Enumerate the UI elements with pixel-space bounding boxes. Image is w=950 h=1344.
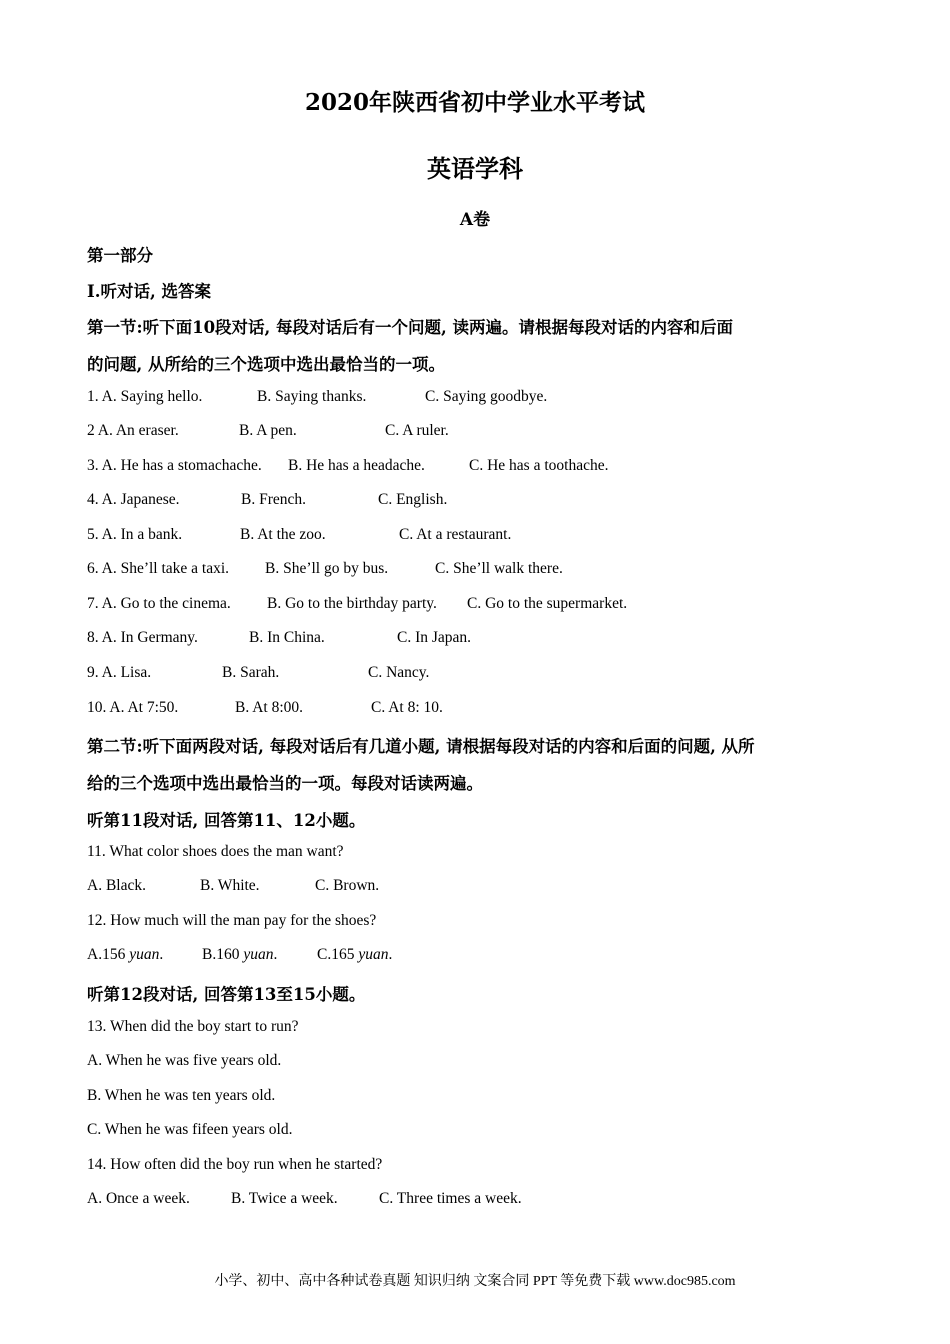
option-b: B. Sarah. — [222, 664, 280, 681]
option-c: C. English. — [378, 491, 448, 508]
option-c — [317, 946, 392, 964]
option-c: C. At a restaurant. — [399, 526, 512, 543]
option-c: C. In Japan. — [397, 629, 472, 646]
volume-label: A卷 — [459, 210, 491, 230]
question-13-option-b: B. When he was ten years old. — [87, 1087, 276, 1104]
part-heading: 第一部分 — [87, 246, 153, 265]
exam-title: 2020年陕西省初中学业水平考试 — [304, 89, 645, 116]
option-a: 8. A. In Germany. — [87, 629, 198, 646]
option-c-period: . — [388, 946, 393, 963]
option-a: 3. A. He has a stomachache. — [87, 457, 262, 474]
option-b: B. In China. — [249, 629, 325, 646]
page-footer: 小学、初中、高中各种试卷真题 知识归纳 文案合同 PPT 等免费下载 www.doc985.com — [214, 1274, 736, 1289]
option-c: C. Brown. — [315, 877, 380, 894]
dialog11-heading: 听第11段对话, 回答第11、12小题。 — [87, 811, 366, 830]
section2-instruction-line2: 给的三个选项中选出最恰当的一项。每段对话读两遍。 — [87, 774, 483, 793]
option-a: A. Black. — [87, 877, 146, 894]
section2-instruction-line1: 第二节:听下面两段对话, 每段对话后有几道小题, 请根据每段对话的内容和后面的问题, 从所 — [87, 737, 755, 756]
option-a: A. Once a week. — [87, 1190, 190, 1207]
option-a: 10. A. At 7:50. — [87, 699, 179, 716]
option-a: 9. A. Lisa. — [87, 664, 152, 681]
question-14-stem: 14. How often did the boy run when he started? — [87, 1156, 383, 1173]
option-a: 6. A. She’ll take a taxi. — [87, 560, 230, 577]
option-b: B. Go to the birthday party. — [267, 595, 437, 612]
option-b: B. French. — [241, 491, 307, 508]
option-b: B. A pen. — [239, 422, 297, 439]
option-c-amount: C.165 — [317, 946, 359, 963]
question-13-option-c: C. When he was fifeen years old. — [87, 1121, 293, 1138]
option-b: B. At the zoo. — [240, 526, 326, 543]
option-a: 2 A. An eraser. — [87, 422, 179, 439]
option-c: C. Three times a week. — [379, 1190, 522, 1207]
option-a: 5. A. In a bank. — [87, 526, 183, 543]
dialog12-heading: 听第12段对话, 回答第13至15小题。 — [87, 985, 366, 1004]
option-c: C. Nancy. — [368, 664, 430, 681]
option-a: 1. A. Saying hello. — [87, 388, 203, 405]
option-c: C. She’ll walk there. — [435, 560, 563, 577]
section1-instruction-line1: 第一节:听下面10段对话, 每段对话后有一个问题, 读两遍。请根据每段对话的内容和后面 — [87, 318, 734, 337]
option-c: C. Saying goodbye. — [425, 388, 548, 405]
option-b-period: . — [273, 946, 278, 963]
option-c: C. A ruler. — [385, 422, 449, 439]
option-c: C. He has a toothache. — [469, 457, 609, 474]
question-12-stem: 12. How much will the man pay for the shoes? — [87, 912, 377, 929]
option-b — [202, 946, 277, 964]
question-13-option-a: A. When he was five years old. — [87, 1052, 282, 1069]
option-a-unit: yuan — [129, 946, 160, 963]
option-b: B. At 8:00. — [235, 699, 304, 716]
option-b: B. Twice a week. — [231, 1190, 338, 1207]
subject-title: 英语学科 — [427, 154, 523, 183]
option-a — [87, 946, 163, 964]
option-a-amount: A.156 — [87, 946, 130, 963]
option-c: C. At 8: 10. — [371, 699, 443, 716]
option-b-amount: B.160 — [202, 946, 244, 963]
option-a: 7. A. Go to the cinema. — [87, 595, 231, 612]
option-b-unit: yuan — [243, 946, 274, 963]
option-b: B. He has a headache. — [288, 457, 425, 474]
option-a: 4. A. Japanese. — [87, 491, 180, 508]
option-a-period: . — [159, 946, 164, 963]
option-b: B. She’ll go by bus. — [265, 560, 389, 577]
option-b: B. Saying thanks. — [257, 388, 367, 405]
option-b: B. White. — [200, 877, 260, 894]
question-11-stem: 11. What color shoes does the man want? — [87, 843, 344, 860]
section-title: I.听对话, 选答案 — [87, 282, 211, 301]
question-13-stem: 13. When did the boy start to run? — [87, 1018, 299, 1035]
section1-instruction-line2: 的问题, 从所给的三个选项中选出最恰当的一项。 — [87, 355, 445, 374]
option-c-unit: yuan — [358, 946, 389, 963]
option-c: C. Go to the supermarket. — [467, 595, 628, 612]
